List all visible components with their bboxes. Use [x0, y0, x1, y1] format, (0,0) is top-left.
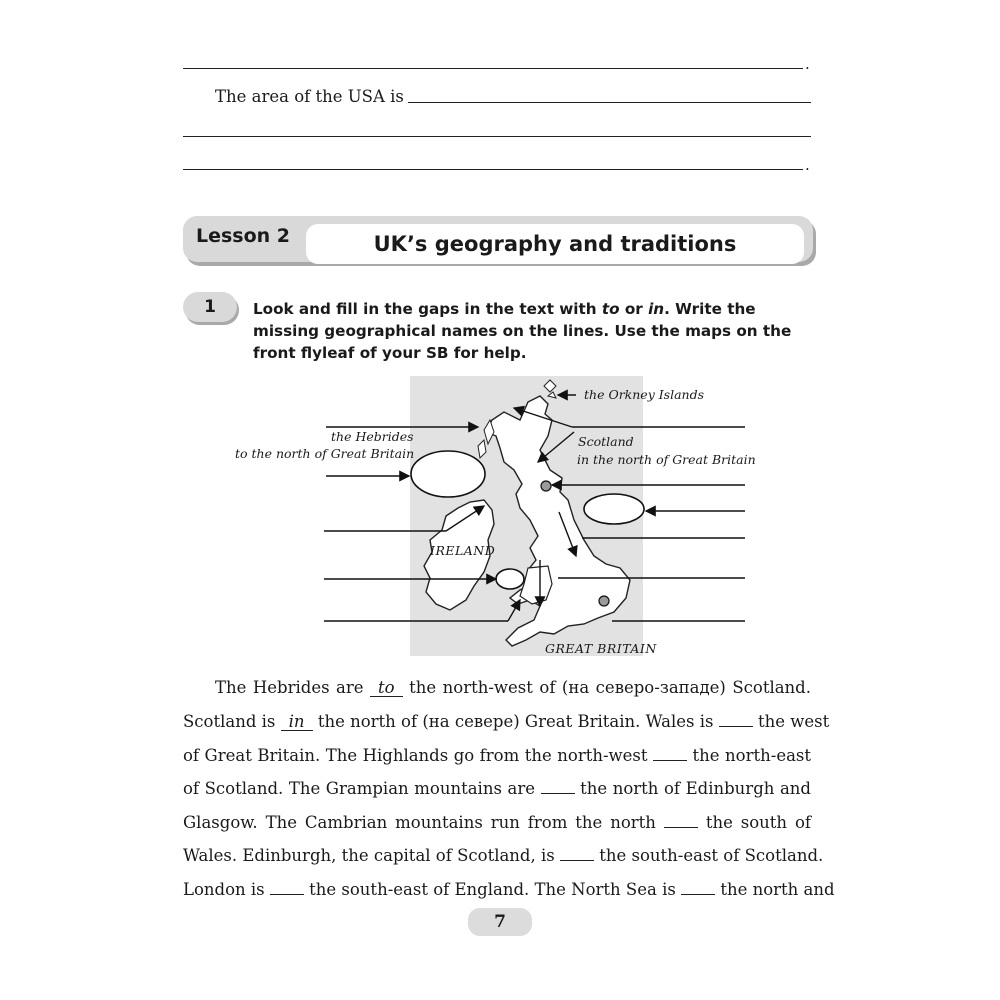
text-segment: Glasgow. The Cambrian mountains run from the north — [183, 813, 656, 832]
text-segment: the north-west of (на северо-западе) Scotland. — [409, 678, 811, 697]
text-segment: the south-east of England. The North Sea is — [309, 880, 676, 899]
blank-gap[interactable] — [541, 781, 575, 794]
text-segment: the south of — [705, 813, 812, 832]
usa-area-label: The area of the USA is — [215, 87, 404, 106]
filled-gap-to[interactable]: to — [370, 680, 403, 697]
text-line-5 — [183, 813, 811, 832]
blank-gap[interactable] — [664, 815, 698, 828]
lesson-title: UK’s geography and traditions — [306, 224, 804, 264]
page-number: 7 — [468, 908, 532, 936]
great-britain-label: GREAT BRITAIN — [545, 641, 657, 656]
text-segment: the north of (на севере) Great Britain. Wales is — [317, 712, 714, 731]
text-line-6 — [183, 846, 824, 865]
wales-shape — [520, 566, 552, 604]
line-end-dot-1: . — [805, 55, 810, 73]
text-segment: the north-east — [692, 746, 812, 765]
exercise-instructions: Look and fill in the gaps in the text with to or in. Write the missing geographical names on the lines. Use the maps on the front flyleaf of your SB for help. — [253, 300, 792, 362]
hebrides-oval — [411, 451, 485, 497]
text-segment: London is — [183, 880, 265, 899]
text-line-4 — [183, 779, 811, 798]
blank-gap[interactable] — [270, 882, 304, 895]
text-segment: The Hebrides are — [215, 678, 364, 697]
orkney-label: the Orkney Islands — [584, 387, 704, 402]
scotland-note: in the north of Great Britain — [577, 452, 756, 467]
london-dot — [599, 596, 609, 606]
text-line-2 — [183, 712, 830, 731]
blank-gap[interactable] — [719, 714, 753, 727]
hebrides-label: the Hebrides — [331, 429, 414, 444]
hebrides-note: to the north of Great Britain — [235, 446, 415, 461]
text-segment: the south-east of Scotland. — [599, 846, 824, 865]
text-segment: the west — [757, 712, 830, 731]
text-segment: the north and — [720, 880, 835, 899]
blank-gap[interactable] — [653, 748, 687, 761]
text-line-7 — [183, 880, 835, 899]
lesson-label: Lesson 2 — [195, 225, 291, 247]
line-end-dot-2: . — [805, 156, 810, 174]
text-segment: of Scotland. The Grampian mountains are — [183, 779, 535, 798]
exercise-number: 1 — [183, 292, 237, 322]
text-segment: of Great Britain. The Highlands go from the north-west — [183, 746, 648, 765]
wales-oval — [496, 569, 524, 589]
east-oval — [584, 494, 644, 524]
scotland-label: Scotland — [578, 434, 634, 449]
text-line-1 — [215, 678, 811, 697]
edinburgh-dot — [541, 481, 551, 491]
ireland-label: IRELAND — [430, 543, 496, 558]
text-line-3 — [183, 746, 811, 765]
blank-gap[interactable] — [560, 848, 594, 861]
text-segment: the north of Edinburgh and — [580, 779, 811, 798]
blank-gap[interactable] — [681, 882, 715, 895]
text-segment: Wales. Edinburgh, the capital of Scotland, is — [183, 846, 555, 865]
filled-gap-in[interactable]: in — [281, 714, 313, 731]
text-segment: Scotland is — [183, 712, 276, 731]
